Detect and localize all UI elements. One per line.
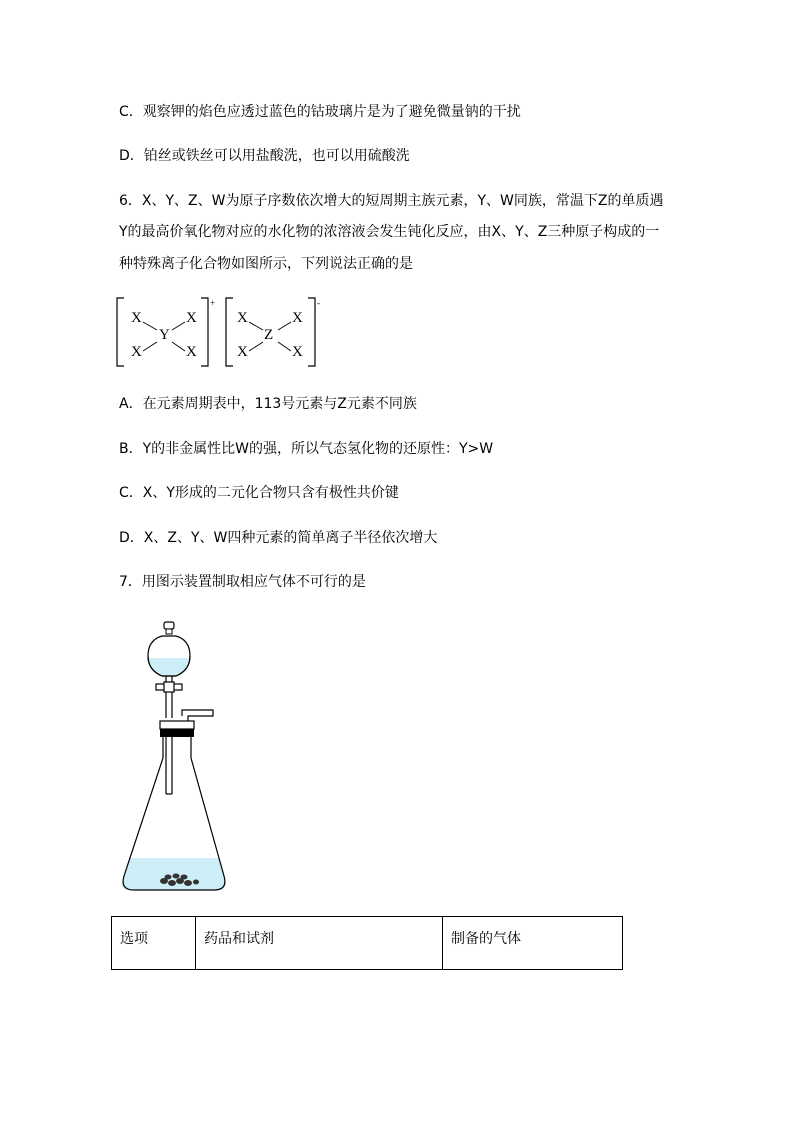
cation-x-br: X — [186, 344, 197, 360]
line-q6-c: C．X、Y形成的二元化合物只含有极性共价键 — [119, 485, 399, 501]
line-q6-stem-2: Y的最高价氧化物对应的水化物的浓溶液会发生钝化反应，由X、Y、Z三种原子构成的一 — [119, 224, 660, 240]
table-header-gas: 制备的气体 — [443, 917, 623, 970]
anion-x-bl: X — [237, 344, 248, 360]
line-q5-c: C．观察钾的焰色应透过蓝色的钴玻璃片是为了避免微量钠的干扰 — [119, 104, 521, 120]
cation-x-tr: X — [186, 310, 197, 326]
line-q5-d: D．铂丝或铁丝可以用盐酸洗，也可以用硫酸洗 — [119, 148, 410, 164]
cation-x-bl: X — [131, 344, 142, 360]
anion-x-br: X — [292, 344, 303, 360]
cation-charge: + — [210, 298, 216, 308]
gas-generator-apparatus-image — [118, 618, 228, 898]
cation-center: Y — [159, 327, 170, 343]
line-q7-stem: 7．用图示装置制取相应气体不可行的是 — [119, 574, 366, 590]
line-q6-stem-3: 种特殊离子化合物如图所示，下列说法正确的是 — [119, 256, 413, 272]
options-table — [111, 916, 623, 970]
ionic-compound-structure — [112, 294, 327, 372]
cation-x-tl: X — [131, 310, 142, 326]
table-row — [112, 917, 623, 970]
line-q6-stem-1: 6．X、Y、Z、W为原子序数依次增大的短周期主族元素，Y、W同族，常温下Z的单质遇 — [119, 193, 664, 209]
table-header-reagents: 药品和试剂 — [196, 917, 443, 970]
line-q6-b: B．Y的非金属性比W的强，所以气态氢化物的还原性：Y>W — [119, 441, 494, 457]
line-q6-d: D．X、Z、Y、W四种元素的简单离子半径依次增大 — [119, 530, 438, 546]
anion-charge: - — [317, 298, 320, 308]
anion-center: Z — [264, 327, 274, 343]
anion-x-tr: X — [292, 310, 303, 326]
table-header-option: 选项 — [112, 917, 196, 970]
line-q6-a: A．在元素周期表中，113号元素与Z元素不同族 — [119, 396, 417, 412]
anion-x-tl: X — [237, 310, 248, 326]
